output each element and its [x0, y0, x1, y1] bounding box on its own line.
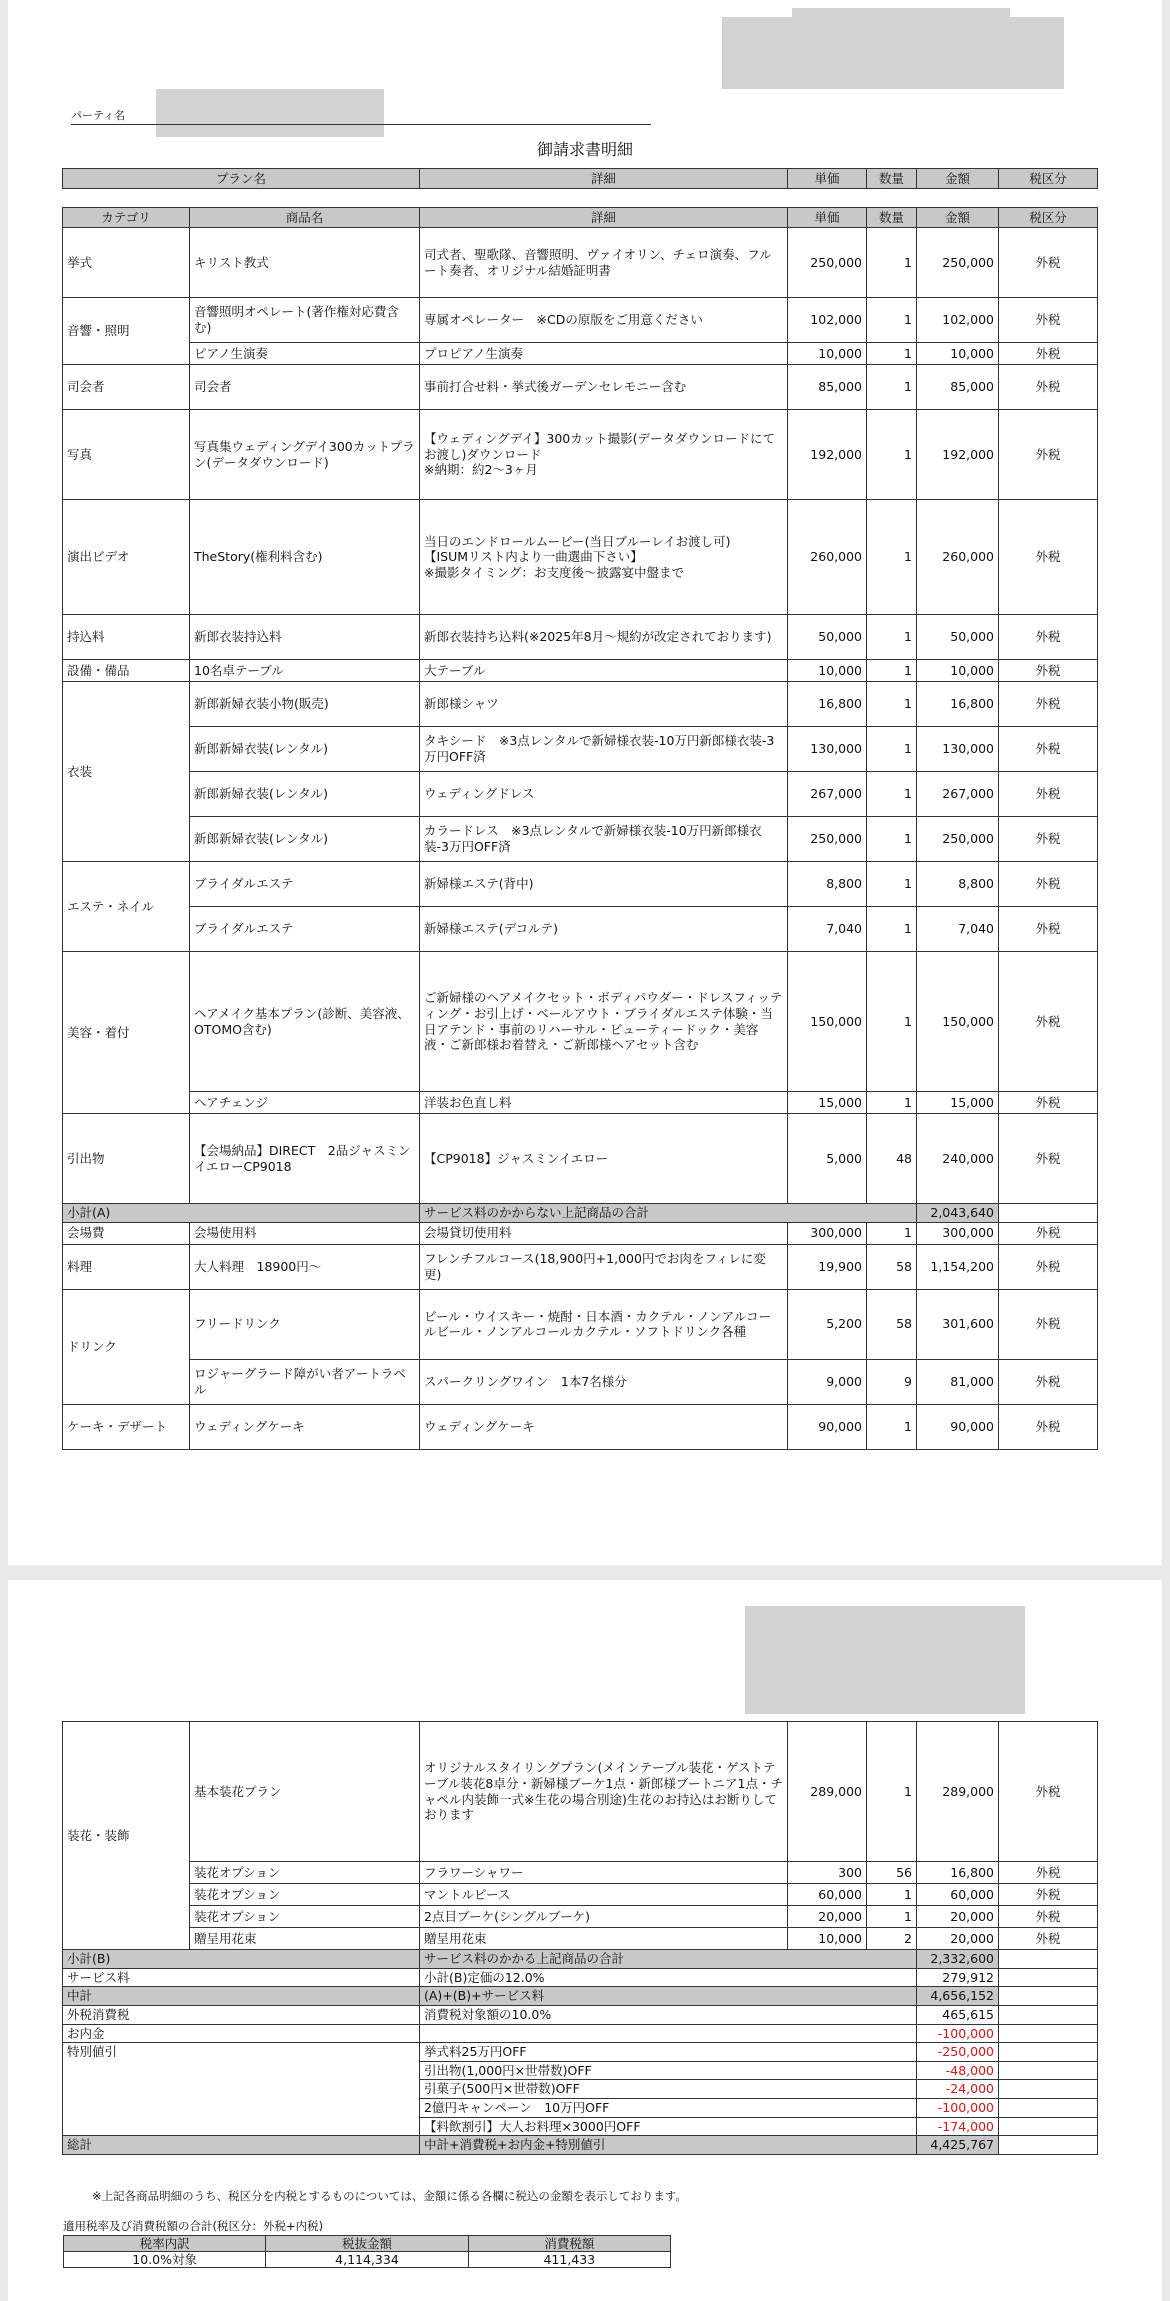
table-row: [63, 1884, 1098, 1906]
qty-cell: 1: [867, 682, 917, 727]
subtotal-b-row-detail: サービス料のかかる上記商品の合計: [420, 1950, 917, 1969]
amount-cell: 16,800: [917, 682, 999, 727]
amount-cell: 60,000: [917, 1884, 999, 1906]
price-cell: 19,900: [788, 1244, 867, 1289]
plan-detail-header: 詳細: [420, 169, 788, 189]
amount-cell: 15,000: [917, 1092, 999, 1114]
amount-cell: 81,000: [917, 1359, 999, 1404]
tax-row-blank: [999, 2005, 1098, 2024]
price-cell: 5,200: [788, 1289, 867, 1359]
deposit-row: [63, 2024, 1098, 2043]
category-cell: 写真: [63, 410, 190, 500]
tax-cell: 外税: [999, 1222, 1098, 1244]
discount-amount: -100,000: [917, 2099, 999, 2118]
amount-cell: 8,800: [917, 862, 999, 907]
qty-cell: 1: [867, 410, 917, 500]
detail-cell: マントルピース: [420, 1884, 788, 1906]
subtotal-b-row-amount: 2,332,600: [917, 1950, 999, 1969]
table-row: [63, 682, 1098, 727]
price-cell: 50,000: [788, 615, 867, 660]
detail-cell: ビール・ウイスキー・焼酎・日本酒・カクテル・ノンアルコールビール・ノンアルコールカクテル・ソフトドリンク各種: [420, 1289, 788, 1359]
tax-cell: 外税: [999, 298, 1098, 343]
amount-cell: 50,000: [917, 615, 999, 660]
rate-breakdown: 10.0%対象: [64, 2252, 266, 2268]
table-row: [63, 772, 1098, 817]
service-row-blank: [999, 1968, 1098, 1987]
detail-cell: オリジナルスタイリングプラン(メインテーブル装花・ゲストテーブル装花8卓分・新婦様ブーケ1点・新郎様ブートニア1点・チャペル内装飾一式※生花の場合別途)生花のお持込はお断りしております: [420, 1722, 788, 1862]
tax-row-detail: 消費税対象額の10.0%: [420, 2005, 917, 2024]
tax-cell: 外税: [999, 1884, 1098, 1906]
amount-cell: 130,000: [917, 727, 999, 772]
detail-cell: 新婦様エステ(デコルテ): [420, 907, 788, 952]
subtotal-a-amount: 2,043,640: [917, 1204, 999, 1223]
service-row-label: サービス料: [63, 1968, 420, 1987]
table-row: [63, 660, 1098, 682]
detail-cell: 2点目ブーケ(シングルブーケ): [420, 1906, 788, 1928]
tax-cell: 外税: [999, 682, 1098, 727]
middle-row-amount: 4,656,152: [917, 1987, 999, 2006]
tax-row-label: 外税消費税: [63, 2005, 420, 2024]
tax-cell: 外税: [999, 343, 1098, 365]
price-cell: 7,040: [788, 907, 867, 952]
table-row: [63, 298, 1098, 343]
subtotal-a-row: [63, 1204, 1098, 1223]
price-cell: 10,000: [788, 1928, 867, 1950]
qty-header: 数量: [867, 208, 917, 228]
middle-row-detail: (A)+(B)+サービス料: [420, 1987, 917, 2006]
rate-table-caption: 適用税率及び消費税額の合計(税区分：外税+内税): [63, 2219, 324, 2233]
detail-cell: 【CP9018】ジャスミンイエロー: [420, 1114, 788, 1204]
product-cell: 新郎衣装持込料: [190, 615, 420, 660]
detail-cell: タキシード ※3点レンタルで新婦様衣装-10万円新郎様衣装-3万円OFF済: [420, 727, 788, 772]
amount-cell: 300,000: [917, 1222, 999, 1244]
qty-cell: 1: [867, 1092, 917, 1114]
category-cell: 衣装: [63, 682, 190, 862]
table-row: [63, 1722, 1098, 1862]
amount-cell: 10,000: [917, 660, 999, 682]
party-name-label: パーティ名: [71, 109, 126, 122]
product-cell: 基本装花プラン: [190, 1722, 420, 1862]
deposit-row-detail: [420, 2024, 917, 2043]
category-cell: 持込料: [63, 615, 190, 660]
product-cell: ブライダルエステ: [190, 862, 420, 907]
tax-cell: 外税: [999, 1092, 1098, 1114]
service-row-amount: 279,912: [917, 1968, 999, 1987]
plan-name-header: プラン名: [63, 169, 420, 189]
price-cell: 300,000: [788, 1222, 867, 1244]
amount-cell: 150,000: [917, 952, 999, 1092]
price-cell: 60,000: [788, 1884, 867, 1906]
tax-cell: 外税: [999, 952, 1098, 1092]
qty-cell: 1: [867, 1884, 917, 1906]
product-cell: ロジャーグラード障がい者アートラベル: [190, 1359, 420, 1404]
amount-cell: 20,000: [917, 1906, 999, 1928]
rate-excl-amount: 4,114,334: [266, 2252, 468, 2268]
tax-rate-table: [63, 2235, 671, 2268]
subtotal-a-detail: サービス料のかからない上記商品の合計: [420, 1204, 917, 1223]
rate-tax-amount: 411,433: [468, 2252, 670, 2268]
tax-cell: 外税: [999, 365, 1098, 410]
detail-cell: 贈呈用花束: [420, 1928, 788, 1950]
detail-header: 詳細: [420, 208, 788, 228]
product-cell: ブライダルエステ: [190, 907, 420, 952]
plan-qty-header: 数量: [867, 169, 917, 189]
discount-blank: [999, 2061, 1098, 2080]
category-cell: 装花・装飾: [63, 1722, 190, 1950]
qty-cell: 56: [867, 1862, 917, 1884]
table-row: [63, 1906, 1098, 1928]
product-cell: フリードリンク: [190, 1289, 420, 1359]
amount-cell: 250,000: [917, 817, 999, 862]
tax-cell: 外税: [999, 228, 1098, 298]
tax-cell: 外税: [999, 1862, 1098, 1884]
price-cell: 267,000: [788, 772, 867, 817]
tax-cell: 外税: [999, 772, 1098, 817]
table-row: [63, 410, 1098, 500]
table-row: [63, 1092, 1098, 1114]
table-row: [63, 817, 1098, 862]
product-cell: ピアノ生演奏: [190, 343, 420, 365]
price-cell: 300: [788, 1862, 867, 1884]
total-row-detail: 中計+消費税+お内金+特別値引: [420, 2136, 917, 2155]
discount-detail: 引菓子(500円×世帯数)OFF: [420, 2080, 917, 2099]
tax-header: 税区分: [999, 208, 1098, 228]
category-cell: 引出物: [63, 1114, 190, 1204]
qty-cell: 1: [867, 343, 917, 365]
table-row: [63, 1928, 1098, 1950]
detail-cell: 会場貸切使用料: [420, 1222, 788, 1244]
price-cell: 102,000: [788, 298, 867, 343]
table-row: [63, 365, 1098, 410]
qty-cell: 58: [867, 1289, 917, 1359]
product-cell: キリスト教式: [190, 228, 420, 298]
discount-blank: [999, 2117, 1098, 2136]
qty-cell: 58: [867, 1244, 917, 1289]
tax-cell: 外税: [999, 1722, 1098, 1862]
redacted-block: [722, 17, 1064, 89]
rate-header-tax: 消費税額: [468, 2236, 670, 2252]
qty-cell: 1: [867, 1722, 917, 1862]
price-cell: 289,000: [788, 1722, 867, 1862]
detail-cell: ウェディングドレス: [420, 772, 788, 817]
qty-cell: 2: [867, 1928, 917, 1950]
qty-cell: 1: [867, 862, 917, 907]
total-row-blank: [999, 2136, 1098, 2155]
discount-amount: -48,000: [917, 2061, 999, 2080]
category-cell: 会場費: [63, 1222, 190, 1244]
tax-cell: 外税: [999, 660, 1098, 682]
table-row: [63, 1862, 1098, 1884]
discount-detail: 【料飲割引】大人お料理×3000円OFF: [420, 2117, 917, 2136]
table-row: [63, 1404, 1098, 1449]
category-cell: 音響・照明: [63, 298, 190, 365]
amount-cell: 102,000: [917, 298, 999, 343]
product-cell: 装花オプション: [190, 1884, 420, 1906]
product-cell: 【会場納品】DIRECT 2品ジャスミンイエローCP9018: [190, 1114, 420, 1204]
qty-cell: 1: [867, 298, 917, 343]
deposit-row-blank: [999, 2024, 1098, 2043]
category-cell: ドリンク: [63, 1289, 190, 1404]
category-cell: 美容・着付: [63, 952, 190, 1114]
table-row: [63, 615, 1098, 660]
detail-cell: 新郎衣装持ち込料(※2025年8月～規約が改定されております): [420, 615, 788, 660]
plan-amount-header: 金額: [917, 169, 999, 189]
amount-cell: 192,000: [917, 410, 999, 500]
detail-cell: フラワーシャワー: [420, 1862, 788, 1884]
discount-detail: 挙式料25万円OFF: [420, 2043, 917, 2062]
discount-blank: [999, 2080, 1098, 2099]
category-header: カテゴリ: [63, 208, 190, 228]
detail-cell: 大テーブル: [420, 660, 788, 682]
table-row: [63, 500, 1098, 615]
category-cell: 司会者: [63, 365, 190, 410]
tax-cell: 外税: [999, 1359, 1098, 1404]
price-cell: 85,000: [788, 365, 867, 410]
tax-cell: 外税: [999, 1928, 1098, 1950]
table-row: [63, 1359, 1098, 1404]
product-cell: 贈呈用花束: [190, 1928, 420, 1950]
discount-blank: [999, 2099, 1098, 2118]
table-row: [63, 228, 1098, 298]
amount-cell: 289,000: [917, 1722, 999, 1862]
qty-cell: 1: [867, 1404, 917, 1449]
qty-cell: 1: [867, 727, 917, 772]
qty-cell: 9: [867, 1359, 917, 1404]
tax-cell: 外税: [999, 727, 1098, 772]
price-cell: 90,000: [788, 1404, 867, 1449]
party-name-underline: [71, 124, 651, 125]
product-cell: ヘアチェンジ: [190, 1092, 420, 1114]
detail-cell: フレンチフルコース(18,900円+1,000円でお肉をフィレに変更): [420, 1244, 788, 1289]
qty-cell: 1: [867, 615, 917, 660]
table-row: [63, 907, 1098, 952]
tax-cell: 外税: [999, 1404, 1098, 1449]
middle-row-blank: [999, 1987, 1098, 2006]
subtotal-b-row: [63, 1950, 1098, 1969]
discount-amount: -24,000: [917, 2080, 999, 2099]
subtotal-a-label: 小計(A): [63, 1204, 420, 1223]
price-header: 単価: [788, 208, 867, 228]
tax-cell: 外税: [999, 817, 1098, 862]
table-row: [63, 727, 1098, 772]
product-cell: 新郎新婦衣装(レンタル): [190, 817, 420, 862]
qty-cell: 1: [867, 365, 917, 410]
product-cell: 10名卓テーブル: [190, 660, 420, 682]
category-cell: 設備・備品: [63, 660, 190, 682]
detail-cell: プロピアノ生演奏: [420, 343, 788, 365]
invoice-page-1: [8, 0, 1162, 1565]
price-cell: 260,000: [788, 500, 867, 615]
amount-cell: 7,040: [917, 907, 999, 952]
qty-cell: 1: [867, 660, 917, 682]
table-row: [63, 1289, 1098, 1359]
amount-cell: 90,000: [917, 1404, 999, 1449]
category-cell: 料理: [63, 1244, 190, 1289]
category-cell: ケーキ・デザート: [63, 1404, 190, 1449]
total-row: [63, 2136, 1098, 2155]
redacted-block: [745, 1606, 1025, 1714]
amount-cell: 16,800: [917, 1862, 999, 1884]
price-cell: 5,000: [788, 1114, 867, 1204]
product-cell: 新郎新婦衣装小物(販売): [190, 682, 420, 727]
product-header: 商品名: [190, 208, 420, 228]
price-cell: 10,000: [788, 343, 867, 365]
qty-cell: 1: [867, 1222, 917, 1244]
amount-cell: 1,154,200: [917, 1244, 999, 1289]
qty-cell: 1: [867, 952, 917, 1092]
table-row: [63, 952, 1098, 1092]
product-cell: 装花オプション: [190, 1906, 420, 1928]
product-cell: ヘアメイク基本プラン(診断、美容液、OTOMO含む): [190, 952, 420, 1092]
price-cell: 16,800: [788, 682, 867, 727]
document-title: 御請求書明細: [536, 140, 633, 159]
tax-row-amount: 465,615: [917, 2005, 999, 2024]
price-cell: 130,000: [788, 727, 867, 772]
redacted-party-name: [156, 89, 384, 137]
detail-cell: 【ウェディングデイ】300カット撮影(データダウンロードにてお渡し)ダウンロード ※納期：約2～3ヶ月: [420, 410, 788, 500]
discount-label: 特別値引: [63, 2043, 420, 2136]
discount-detail: 2億円キャンペーン 10万円OFF: [420, 2099, 917, 2118]
price-cell: 20,000: [788, 1906, 867, 1928]
qty-cell: 1: [867, 1906, 917, 1928]
tax-cell: 外税: [999, 1114, 1098, 1204]
amount-cell: 85,000: [917, 365, 999, 410]
table-row: [63, 1114, 1098, 1204]
total-row-label: 総計: [63, 2136, 420, 2155]
detail-cell: 洋装お色直し料: [420, 1092, 788, 1114]
plan-price-header: 単価: [788, 169, 867, 189]
tax-cell: 外税: [999, 410, 1098, 500]
tax-cell: 外税: [999, 862, 1098, 907]
product-cell: TheStory(権利料含む): [190, 500, 420, 615]
price-cell: 150,000: [788, 952, 867, 1092]
detail-cell: スパークリングワイン 1本7名様分: [420, 1359, 788, 1404]
table-row: [63, 1222, 1098, 1244]
items-table: [62, 207, 1098, 1450]
subtotal-b-row-blank: [999, 1950, 1098, 1969]
plan-header-table: [62, 168, 1098, 189]
qty-cell: 1: [867, 907, 917, 952]
qty-cell: 1: [867, 772, 917, 817]
amount-header: 金額: [917, 208, 999, 228]
price-cell: 15,000: [788, 1092, 867, 1114]
middle-row: [63, 1987, 1098, 2006]
qty-cell: 1: [867, 228, 917, 298]
price-cell: 250,000: [788, 228, 867, 298]
price-cell: 192,000: [788, 410, 867, 500]
rate-header-breakdown: 税率内訳: [64, 2236, 266, 2252]
detail-cell: 専属オペレーター ※CDの原版をご用意ください: [420, 298, 788, 343]
product-cell: 写真集ウェディングデイ300カットプラン(データダウンロード): [190, 410, 420, 500]
product-cell: 新郎新婦衣装(レンタル): [190, 727, 420, 772]
price-cell: 250,000: [788, 817, 867, 862]
rate-header-excl: 税抜金額: [266, 2236, 468, 2252]
product-cell: ウェディングケーキ: [190, 1404, 420, 1449]
price-cell: 10,000: [788, 660, 867, 682]
detail-cell: 司式者、聖歌隊、音響照明、ヴァイオリン、チェロ演奏、フルート奏者、オリジナル結婚証明書: [420, 228, 788, 298]
total-row-amount: 4,425,767: [917, 2136, 999, 2155]
subtotal-b-row-label: 小計(B): [63, 1950, 420, 1969]
table-row: [63, 862, 1098, 907]
detail-cell: 事前打合せ料・挙式後ガーデンセレモニー含む: [420, 365, 788, 410]
category-cell: 演出ビデオ: [63, 500, 190, 615]
qty-cell: 1: [867, 817, 917, 862]
product-cell: 装花オプション: [190, 1862, 420, 1884]
amount-cell: 240,000: [917, 1114, 999, 1204]
detail-cell: 新婦様エステ(背中): [420, 862, 788, 907]
product-cell: 大人料理 18900円～: [190, 1244, 420, 1289]
tax-cell: 外税: [999, 1244, 1098, 1289]
tax-cell: 外税: [999, 615, 1098, 660]
amount-cell: 10,000: [917, 343, 999, 365]
table-row: [63, 343, 1098, 365]
service-row-detail: 小計(B)定価の12.0%: [420, 1968, 917, 1987]
price-cell: 8,800: [788, 862, 867, 907]
plan-tax-header: 税区分: [999, 169, 1098, 189]
detail-cell: ご新婦様のヘアメイクセット・ボディパウダー・ドレスフィッティング・お引上げ・ベールアウト・ブライダルエステ体験・当日アテンド・事前のリハーサル・ビューティードック・美容液・ご新郎様お着替え・ご新郎様ヘアセット含む: [420, 952, 788, 1092]
tax-cell: 外税: [999, 907, 1098, 952]
product-cell: 司会者: [190, 365, 420, 410]
discount-amount: -250,000: [917, 2043, 999, 2062]
detail-cell: カラードレス ※3点レンタルで新婦様衣装-10万円新郎様衣装-3万円OFF済: [420, 817, 788, 862]
amount-cell: 260,000: [917, 500, 999, 615]
detail-cell: 当日のエンドロールムービー(当日ブルーレイお渡し可) 【ISUMリスト内より一曲選曲下さい】 ※撮影タイミング：お支度後～披露宴中盤まで: [420, 500, 788, 615]
discount-row: [63, 2043, 1098, 2062]
amount-cell: 267,000: [917, 772, 999, 817]
category-cell: 挙式: [63, 228, 190, 298]
detail-cell: ウェディングケーキ: [420, 1404, 788, 1449]
price-cell: 9,000: [788, 1359, 867, 1404]
product-cell: 会場使用料: [190, 1222, 420, 1244]
tax-row: [63, 2005, 1098, 2024]
table-row: [63, 1244, 1098, 1289]
amount-cell: 301,600: [917, 1289, 999, 1359]
deposit-row-label: お内金: [63, 2024, 420, 2043]
items-table-2: [62, 1721, 1098, 2155]
product-cell: 音響照明オペレート(著作権対応費含む): [190, 298, 420, 343]
subtotal-a-blank: [999, 1204, 1098, 1223]
detail-cell: 新郎様シャツ: [420, 682, 788, 727]
tax-cell: 外税: [999, 500, 1098, 615]
amount-cell: 20,000: [917, 1928, 999, 1950]
qty-cell: 1: [867, 500, 917, 615]
amount-cell: 250,000: [917, 228, 999, 298]
category-cell: エステ・ネイル: [63, 862, 190, 952]
middle-row-label: 中計: [63, 1987, 420, 2006]
tax-note: ※上記各商品明細のうち、税区分を内税とするものについては、金額に係る各欄に税込の金額を表示しております。: [92, 2189, 687, 2203]
discount-blank: [999, 2043, 1098, 2062]
product-cell: 新郎新婦衣装(レンタル): [190, 772, 420, 817]
discount-amount: -174,000: [917, 2117, 999, 2136]
tax-cell: 外税: [999, 1906, 1098, 1928]
deposit-row-amount: -100,000: [917, 2024, 999, 2043]
qty-cell: 48: [867, 1114, 917, 1204]
discount-detail: 引出物(1,000円×世帯数)OFF: [420, 2061, 917, 2080]
tax-cell: 外税: [999, 1289, 1098, 1359]
service-row: [63, 1968, 1098, 1987]
